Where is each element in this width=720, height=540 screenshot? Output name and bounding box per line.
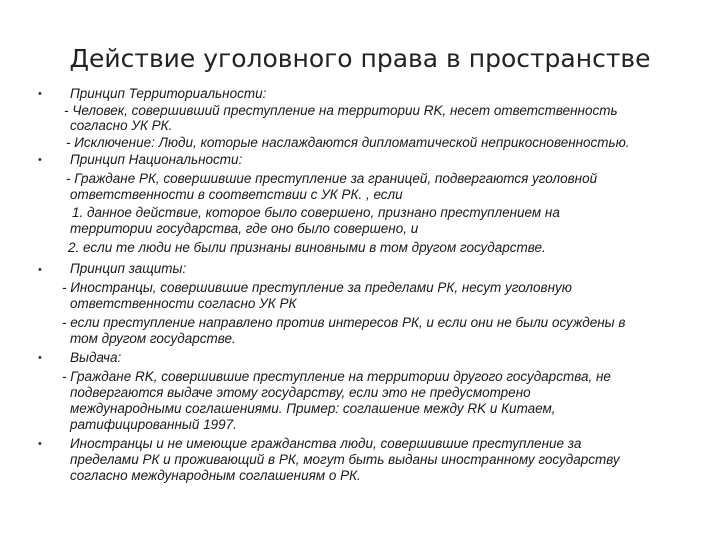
text-line: том другом государстве.	[70, 331, 236, 346]
section-heading: Принцип защиты:	[70, 261, 187, 276]
text-line: согласно УК РК.	[70, 118, 173, 133]
text-line: ответственности в соответствии с УК РК. , если	[70, 187, 403, 202]
text-line: подвергаются выдаче этому государству, если это не предусмотрено	[70, 385, 531, 400]
text-line: согласно международным соглашениям о РК.	[70, 468, 361, 483]
text-line: - Граждане RK, совершившие преступление на территории другого государства, не	[62, 369, 611, 384]
text-line: - Человек, совершивший преступление на территории RK, несет ответственность	[64, 103, 618, 118]
bullet: •	[38, 352, 42, 364]
text-line: ответственности согласно УК РК	[70, 296, 297, 311]
section-heading: Принцип Национальности:	[70, 152, 243, 167]
text-line: территории государства, где оно было совершено, и	[70, 221, 419, 236]
text-line: 2. если те люди не были признаны виновными в том другом государстве.	[68, 240, 546, 255]
bullet: •	[38, 154, 42, 166]
bullet: •	[38, 88, 42, 100]
slide-title: Действие уголовного права в пространстве	[69, 44, 651, 73]
text-line: Иностранцы и не имеющие гражданства люди, совершившие преступление за	[70, 436, 582, 451]
text-line: - Граждане РК, совершившие преступление за границей, подвергаются уголовной	[66, 171, 598, 186]
bullet: •	[38, 438, 42, 450]
text-line: ратифицированный 1997.	[70, 417, 237, 432]
text-line: пределами РК и проживающий в РК, могут быть выданы иностранному государству	[70, 452, 620, 467]
bullet: •	[38, 264, 42, 276]
section-heading: Выдача:	[70, 350, 122, 365]
section-heading: Принцип Территориальности:	[70, 86, 267, 101]
text-line: - Иностранцы, совершившие преступление за пределами РК, несут уголовную	[62, 280, 572, 295]
text-line: - Исключение: Люди, которые наслаждаются дипломатической неприкосновенностью.	[66, 135, 630, 150]
text-line: - если преступление направлено против интересов РК, и если они не были осуждены в	[62, 315, 626, 330]
text-line: 1. данное действие, которое было совершено, признано преступлением на	[72, 205, 560, 220]
text-line: международными соглашениями. Пример: соглашение между RK и Китаем,	[70, 401, 556, 416]
